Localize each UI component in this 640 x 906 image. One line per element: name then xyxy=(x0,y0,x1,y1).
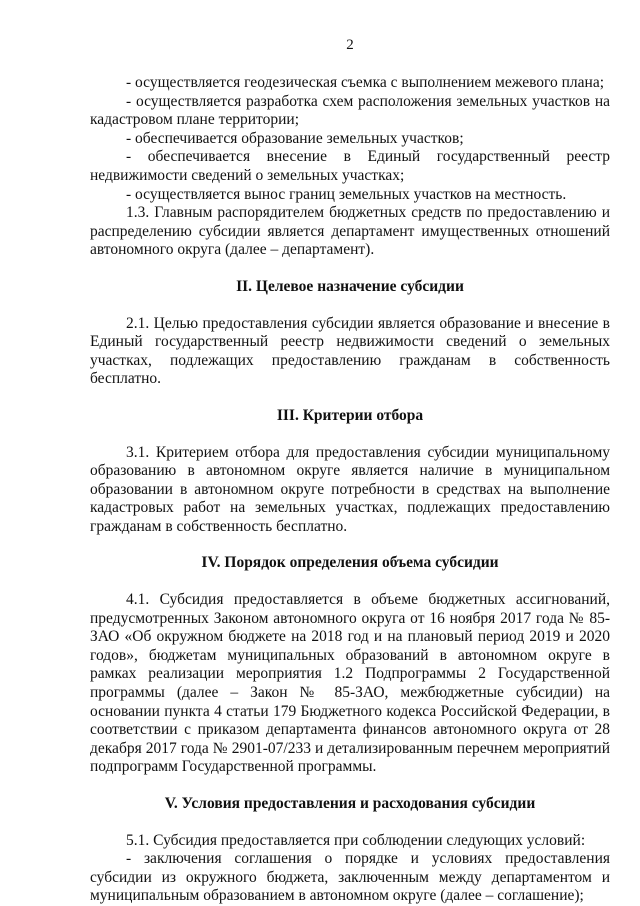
paragraph-3-1: 3.1. Критерием отбора для предоставления субсидии муниципальному образованию в автономном округе является наличие в муниципальном образовании в автономном округе потребности в средствах на выполнение кадастровых работ на земельных участках, подлежащих предоставлению гражданам в собственность бесплатно. xyxy=(90,443,610,535)
page-number: 2 xyxy=(346,37,354,53)
bullet-item: - осуществляется геодезическая съемка с выполнением межевого плана; xyxy=(126,74,605,91)
paragraph-2-1: 2.1. Целью предоставления субсидии является образование и внесение в Единый государственный реестр недвижимости сведений о земельных участках, подлежащих предоставлению гражданам в собственность бесплатно. xyxy=(90,314,610,388)
section-2-heading: II. Целевое назначение субсидии xyxy=(236,277,464,295)
section-3-heading: III. Критерии отбора xyxy=(276,406,424,424)
paragraph-5-1: 5.1. Субсидия предоставляется при соблюдении следующих условий: xyxy=(126,831,586,849)
bullet-item: - обеспечивается образование земельных участков; xyxy=(126,129,464,147)
paragraph-1-3: 1.3. Главным распорядителем бюджетных средств по предоставлению и распределению субсидии является департамент имущественных отношений автономного округа (далее – департамент). xyxy=(90,204,610,259)
bullet-item: - обеспечивается внесение в Единый государственный реестр недвижимости сведений о земельных участках; xyxy=(90,148,610,184)
bullet-item: - заключения соглашения о порядке и условиях предоставления субсидии из окружного бюджета, заключенным между департаментом и муниципальным образованием в автономном округе (далее – соглашение); xyxy=(90,850,610,905)
bullet-item: - осуществляется разработка схем расположения земельных участков на кадастровом плане территории; xyxy=(90,92,610,129)
section-5-heading: V. Условия предоставления и расходования субсидии xyxy=(164,795,536,812)
paragraph-4-1: 4.1. Субсидия предоставляется в объеме бюджетных ассигнований, предусмотренных Законом автономного округа от 16 ноября 2017 года № 85-ЗАО «Об окружном бюджете на 2018 год и на плановый период 2019 и 2020 годов», бюджетам муниципальных образований в автономном округе в рамках реализации мероприятия 1.2 Подпрограммы 2 Государственной программы (далее – Закон № 85-ЗАО, межбюджетные субсидии) на основании пункта 4 статьи 179 Бюджетного кодекса Российской Федерации, в соответствии с приказом департамента финансов автономного округа от 28 декабря 2017 года № 2901-07/233 и детализированным перечнем мероприятий подпрограмм Государственной программы. xyxy=(90,591,610,776)
section-4-heading: IV. Порядок определения объема субсидии xyxy=(201,554,499,572)
bullet-item: - осуществляется вынос границ земельных участков на местность. xyxy=(126,185,567,203)
